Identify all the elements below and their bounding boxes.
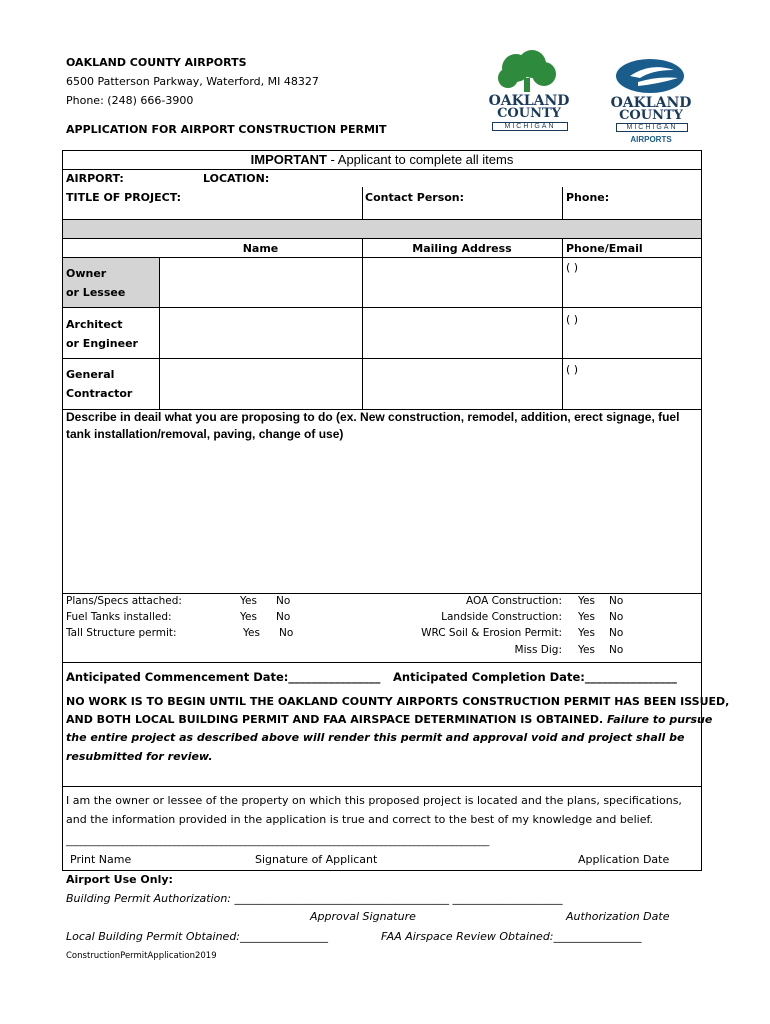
fuel-no[interactable]: No [276, 611, 291, 623]
phone-label[interactable]: Phone: [566, 191, 610, 204]
col-name: Name [242, 242, 279, 255]
notice-line2 [66, 713, 712, 726]
airport-swoosh-icon [608, 56, 698, 96]
fuel-tanks-label: Fuel Tanks installed: [66, 611, 172, 623]
commencement-date[interactable]: Anticipated Commencement Date:________________ [66, 670, 381, 684]
faa-airspace-review[interactable]: FAA Airspace Review Obtained:________________ [381, 930, 642, 943]
approval-signature-label: Approval Signature [310, 910, 416, 923]
left-logo-line1: OAKLAND [488, 93, 570, 109]
tall-no[interactable]: No [279, 627, 294, 639]
notice-line3: the entire project as described above will render this permit and approval void and project shall be [66, 731, 685, 744]
owner-phone-paren[interactable]: ( ) [566, 261, 579, 274]
architect-label-1: Architect [66, 318, 123, 331]
owner-cell-bg [63, 257, 159, 307]
tall-yes[interactable]: Yes [243, 627, 260, 639]
missdig-no[interactable]: No [609, 644, 624, 656]
right-logo-line4: AIRPORTS [630, 135, 672, 144]
landside-no[interactable]: No [609, 611, 624, 623]
right-logo-line1: OAKLAND [610, 95, 692, 111]
right-logo-line2: COUNTY [619, 108, 683, 123]
owner-label-1: Owner [66, 267, 107, 280]
gray-separator [62, 220, 702, 238]
miss-dig-label: Miss Dig: [514, 644, 562, 656]
local-building-permit[interactable]: Local Building Permit Obtained:________________ [66, 930, 329, 943]
form-title: APPLICATION FOR AIRPORT CONSTRUCTION PERMIT [66, 123, 387, 136]
oakland-county-logo [484, 50, 574, 135]
plans-specs-label: Plans/Specs attached: [66, 595, 182, 607]
org-name: OAKLAND COUNTY AIRPORTS [66, 56, 247, 69]
completion-date[interactable]: Anticipated Completion Date:________________ [393, 670, 677, 684]
notice-line2-italic: Failure to pursue [606, 713, 713, 726]
wrc-yes[interactable]: Yes [578, 627, 595, 639]
tall-structure-label: Tall Structure permit: [66, 627, 177, 639]
footer-filename: ConstructionPermitApplication2019 [66, 951, 217, 961]
attest-line1: I am the owner or lessee of the property on which this proposed project is located and the plans, specifications, [66, 794, 682, 807]
org-address: 6500 Patterson Parkway, Waterford, MI 48327 [66, 75, 319, 88]
aoa-yes[interactable]: Yes [578, 595, 595, 607]
building-permit-auth[interactable]: Building Permit Authorization: _______________________________________ ____________________ [66, 892, 563, 905]
fuel-yes[interactable]: Yes [240, 611, 257, 623]
notice-line1: NO WORK IS TO BEGIN UNTIL THE OAKLAND COUNTY AIRPORTS CONSTRUCTION PERMIT HAS BEEN ISSUED, [66, 695, 730, 708]
important-rest: - Applicant to complete all items [326, 152, 514, 167]
important-bold: IMPORTANT [250, 152, 327, 167]
plans-yes[interactable]: Yes [240, 595, 257, 607]
contractor-label-2: Contractor [66, 387, 133, 400]
location-label: LOCATION: [203, 172, 270, 185]
signature-label: Signature of Applicant [255, 853, 378, 866]
architect-phone-paren[interactable]: ( ) [566, 313, 579, 326]
important-notice [62, 152, 702, 167]
left-logo-line3: MICHIGAN [492, 122, 568, 131]
title-of-project-label[interactable]: TITLE OF PROJECT: [66, 191, 182, 204]
wrc-no[interactable]: No [609, 627, 624, 639]
notice-line4: resubmitted for review. [66, 750, 213, 763]
authorization-date-label: Authorization Date [566, 910, 670, 923]
contractor-phone-paren[interactable]: ( ) [566, 363, 579, 376]
aoa-no[interactable]: No [609, 595, 624, 607]
print-name-label: Print Name [70, 853, 132, 866]
aoa-label: AOA Construction: [466, 595, 562, 607]
airport-use-title: Airport Use Only: [66, 873, 173, 886]
landside-label: Landside Construction: [441, 611, 562, 623]
left-logo-line2: COUNTY [497, 106, 561, 121]
oakland-county-airports-logo [608, 56, 698, 146]
org-phone: Phone: (248) 666-3900 [66, 94, 194, 107]
owner-label-2: or Lessee [66, 286, 126, 299]
application-date-label: Application Date [578, 853, 670, 866]
landside-yes[interactable]: Yes [578, 611, 595, 623]
contractor-label-1: General [66, 368, 115, 381]
col-phone: Phone/Email [566, 242, 643, 255]
contact-person-label[interactable]: Contact Person: [365, 191, 465, 204]
signature-line[interactable]: __________________________________________________________________________________________ [66, 836, 490, 847]
architect-label-2: or Engineer [66, 337, 138, 350]
right-logo-line3: MICHIGAN [616, 123, 688, 132]
notice-line2-bold: AND BOTH LOCAL BUILDING PERMIT AND FAA AIRSPACE DETERMINATION IS OBTAINED. [66, 713, 607, 726]
missdig-yes[interactable]: Yes [578, 644, 595, 656]
wrc-label: WRC Soil & Erosion Permit: [421, 627, 562, 639]
plans-no[interactable]: No [276, 595, 291, 607]
attest-line2: and the information provided in the application is true and correct to the best of my knowledge and belief. [66, 813, 654, 826]
col-address: Mailing Address [412, 242, 512, 255]
airport-label: AIRPORT: [66, 172, 124, 185]
describe-text: Describe in deail what you are proposing to do (ex. New construction, remodel, addition, erect signage, fuel tank installation/removal, paving, change of use) [66, 410, 680, 441]
